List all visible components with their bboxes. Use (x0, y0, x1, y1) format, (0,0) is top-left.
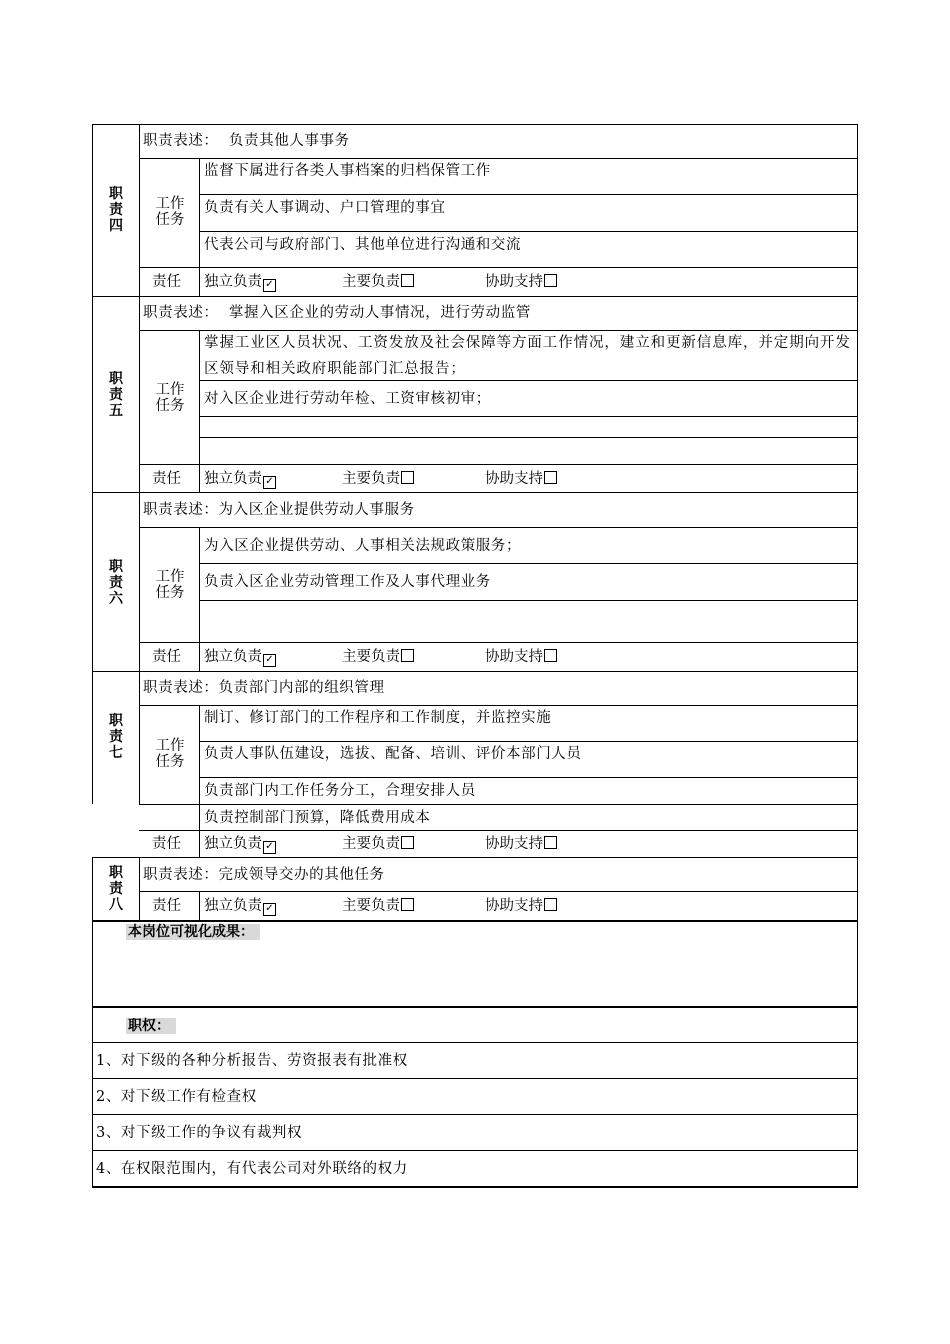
duty-8-statement: 职责表述：完成领导交办的其他任务 (143, 867, 385, 883)
checkbox-empty-icon[interactable] (401, 649, 414, 662)
opt-assist[interactable]: 协助支持 (485, 648, 557, 666)
row-line (139, 158, 858, 159)
opt-assist[interactable]: 协助支持 (485, 897, 557, 915)
responsibility-label: 责任 (152, 274, 181, 290)
table-left-border-lower (92, 857, 93, 1188)
row-line (139, 464, 858, 465)
row-line (199, 777, 858, 778)
opt-independent[interactable]: 独立负责 ✓ (204, 273, 276, 292)
checkbox-empty-icon[interactable] (544, 836, 557, 849)
opt-independent[interactable]: 独立负责 ✓ (204, 835, 276, 854)
row-line (199, 437, 858, 438)
opt-assist[interactable]: 协助支持 (485, 470, 557, 488)
row-line (139, 830, 858, 831)
duty-4-task: 代表公司与政府部门、其他单位进行沟通和交流 (204, 237, 522, 253)
duty-4-task-label: 工作 任务 (155, 196, 185, 228)
checkbox-checked-icon[interactable]: ✓ (263, 476, 276, 489)
duty-4-task: 负责有关人事调动、户口管理的事宜 (204, 200, 446, 216)
col-divider-task-7 (199, 705, 200, 858)
row-line (199, 600, 858, 601)
duty-4-label: 职 责 四 (109, 186, 123, 234)
row-line (92, 296, 858, 297)
row-line (92, 1114, 858, 1115)
col-divider-task-6 (199, 527, 200, 671)
authority-item: 1、对下级的各种分析报告、劳资报表有批准权 (96, 1053, 408, 1069)
row-line (199, 231, 858, 232)
col-divider-task-4 (199, 158, 200, 296)
duty-6-task: 为入区企业提供劳动、人事相关法规政策服务； (204, 538, 522, 554)
duty-6-statement: 职责表述：为入区企业提供劳动人事服务 (143, 502, 415, 518)
authority-item: 3、对下级工作的争议有裁判权 (96, 1125, 303, 1141)
duty-7-task: 负责人事队伍建设，选拔、配备、培训、评价本部门人员 (204, 746, 582, 762)
checkbox-checked-icon[interactable]: ✓ (263, 903, 276, 916)
duty-6-label: 职 责 六 (109, 559, 123, 607)
opt-independent[interactable]: 独立负责 ✓ (204, 897, 276, 916)
opt-assist[interactable]: 协助支持 (485, 835, 557, 853)
col-divider-label-8 (139, 857, 140, 921)
duty-7-task: 制订、修订部门的工作程序和工作制度，并监控实施 (204, 710, 552, 726)
checkbox-empty-icon[interactable] (401, 471, 414, 484)
opt-independent[interactable]: 独立负责 ✓ (204, 470, 276, 489)
row-line (199, 194, 858, 195)
row-line (139, 804, 858, 805)
row-line (199, 741, 858, 742)
row-line (92, 920, 858, 922)
checkbox-empty-icon[interactable] (544, 274, 557, 287)
authority-item: 2、对下级工作有检查权 (96, 1089, 257, 1105)
row-line (92, 492, 858, 493)
row-line (92, 1150, 858, 1151)
row-line (92, 1186, 858, 1188)
row-line (139, 642, 858, 643)
duty-4-task: 监督下属进行各类人事档案的归档保管工作 (204, 163, 491, 179)
opt-main[interactable]: 主要负责 (342, 470, 414, 488)
checkbox-checked-icon[interactable]: ✓ (263, 654, 276, 667)
duty-7-statement: 职责表述：负责部门内部的组织管理 (143, 680, 385, 696)
duty-7-task: 负责控制部门预算，降低费用成本 (204, 810, 431, 826)
checkbox-empty-icon[interactable] (401, 836, 414, 849)
duty-4-statement: 职责表述： 负责其他人事事务 (143, 133, 350, 149)
checkbox-empty-icon[interactable] (544, 471, 557, 484)
table-right-border (857, 124, 858, 1188)
col-divider-task-8 (199, 891, 200, 921)
col-divider-task-5 (199, 330, 200, 492)
row-line (92, 1078, 858, 1079)
opt-main[interactable]: 主要负责 (342, 648, 414, 666)
authority-item: 4、在权限范围内，有代表公司对外联络的权力 (96, 1161, 408, 1177)
duty-7-task-label: 工作 任务 (155, 738, 185, 770)
table-top-border (92, 124, 858, 125)
duty-6-task-label: 工作 任务 (155, 569, 185, 601)
row-line (139, 891, 858, 892)
row-line (199, 563, 858, 564)
duty-8-label: 职 责 八 (109, 865, 123, 913)
responsibility-label: 责任 (152, 471, 181, 487)
row-line (199, 416, 858, 417)
opt-independent[interactable]: 独立负责 ✓ (204, 648, 276, 667)
duty-5-statement: 职责表述： 掌握入区企业的劳动人事情况，进行劳动监管 (143, 305, 531, 321)
responsibility-label: 责任 (152, 898, 181, 914)
checkbox-checked-icon[interactable]: ✓ (263, 841, 276, 854)
duty-5-task-label: 工作 任务 (155, 382, 185, 414)
responsibility-label: 责任 (152, 649, 181, 665)
row-line (139, 267, 858, 268)
duty-5-task: 对入区企业进行劳动年检、工资审核初审； (204, 391, 491, 407)
visual-results-title: 本岗位可视化成果： (126, 924, 260, 940)
duty-5-label: 职 责 五 (109, 371, 123, 419)
opt-assist[interactable]: 协助支持 (485, 273, 557, 291)
row-line (139, 527, 858, 528)
row-line (92, 857, 858, 858)
duty-5-task: 掌握工业区人员状况、工资发放及社会保障等方面工作情况，建立和更新信息库，并定期向开发区领导和相关政府职能部门汇总报告； (204, 335, 851, 377)
row-line (92, 1006, 858, 1008)
duty-7-task: 负责部门内工作任务分工，合理安排人员 (204, 783, 476, 799)
row-line (92, 1042, 858, 1043)
authority-title: 职权： (126, 1018, 176, 1034)
responsibility-label: 责任 (152, 836, 181, 852)
duty-6-task: 负责入区企业劳动管理工作及人事代理业务 (204, 574, 491, 590)
duty-7-label: 职 责 七 (109, 713, 123, 761)
checkbox-empty-icon[interactable] (401, 274, 414, 287)
row-line (139, 705, 858, 706)
table-left-border (92, 124, 93, 804)
checkbox-checked-icon[interactable]: ✓ (263, 279, 276, 292)
opt-main[interactable]: 主要负责 (342, 897, 414, 915)
checkbox-empty-icon[interactable] (401, 898, 414, 911)
checkbox-empty-icon[interactable] (544, 649, 557, 662)
opt-main[interactable]: 主要负责 (342, 273, 414, 291)
opt-main[interactable]: 主要负责 (342, 835, 414, 853)
checkbox-empty-icon[interactable] (544, 898, 557, 911)
row-line (92, 671, 858, 672)
